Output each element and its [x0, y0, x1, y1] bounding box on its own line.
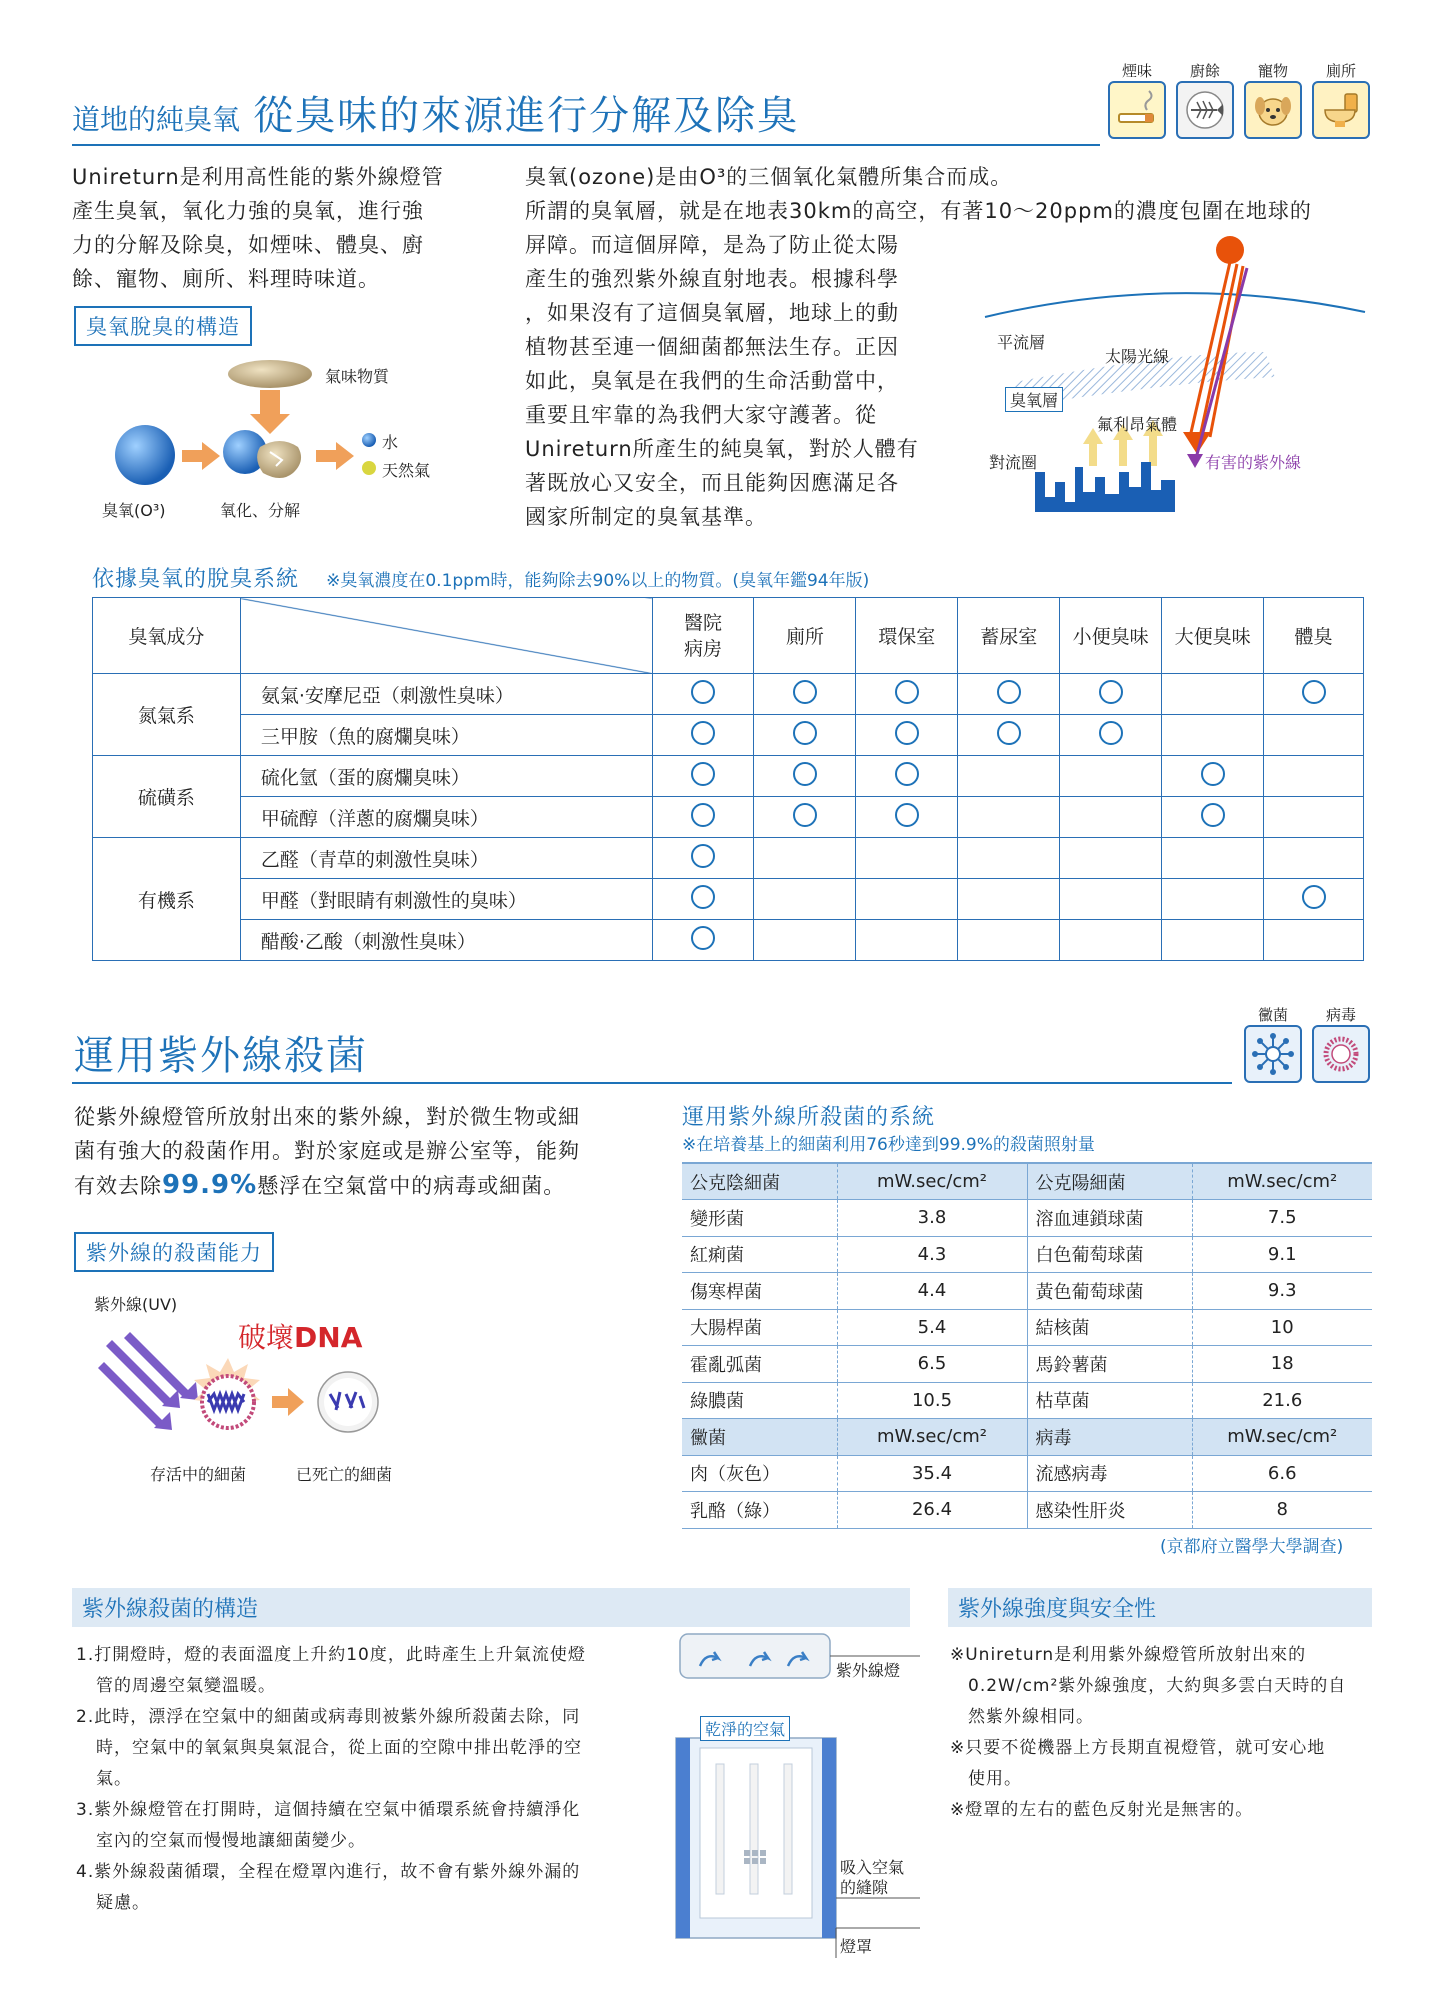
text-line: 植物甚至連一個細菌都無法生存。正因	[525, 335, 899, 359]
dna-text: DNA	[294, 1321, 363, 1354]
effect-cell	[1162, 715, 1264, 756]
organism-name: 感染性肝炎	[1027, 1492, 1192, 1529]
text-line: 如此，臭氧是在我們的生命活動當中，	[525, 369, 899, 393]
section1-rule	[72, 144, 1100, 146]
uv-table-row	[682, 1273, 1372, 1310]
text-line: ※Unireturn是利用紫外線燈管所放射出來的	[950, 1645, 1307, 1665]
effective-mark	[1302, 885, 1326, 909]
dose-value: 26.4	[837, 1492, 1027, 1529]
effect-cell	[856, 797, 958, 838]
effective-mark	[1302, 680, 1326, 704]
uv-unit-header: mW.sec/cm²	[837, 1163, 1027, 1200]
uv-table-row	[682, 1382, 1372, 1419]
odor-substance: 甲醛（對眼睛有刺激性的臭味）	[240, 879, 652, 920]
organism-name: 傷寒桿菌	[682, 1273, 837, 1310]
uv-table-header-row	[682, 1419, 1372, 1456]
uv-dna-diagram	[90, 1290, 420, 1490]
effective-mark	[895, 721, 919, 745]
effective-mark	[895, 803, 919, 827]
section2-title: 運用紫外線殺菌	[74, 1033, 368, 1079]
effect-cell	[1060, 715, 1162, 756]
text-fragment: 懸浮在空氣當中的病毒或細菌。	[257, 1174, 566, 1198]
uv-table-wrap	[682, 1162, 1372, 1529]
fishbone-icon	[1176, 81, 1234, 139]
effect-cell	[958, 797, 1060, 838]
icon-label: 病毒	[1325, 1006, 1356, 1024]
dose-value: 8	[1192, 1492, 1372, 1529]
effective-mark	[793, 762, 817, 786]
odor-substance: 甲硫醇（洋蔥的腐爛臭味）	[240, 797, 652, 838]
step-1	[76, 1640, 636, 1702]
dose-value: 18	[1192, 1346, 1372, 1383]
effective-mark	[691, 680, 715, 704]
section1-header	[72, 84, 799, 141]
effect-cell	[1060, 838, 1162, 879]
uv-table-row	[682, 1309, 1372, 1346]
effect-cell	[1162, 879, 1264, 920]
intake-label	[840, 1858, 904, 1898]
col-urine-room: 蓄尿室	[958, 598, 1060, 674]
effect-cell	[1060, 797, 1162, 838]
germ-icons	[1244, 1004, 1370, 1083]
text-line: 疑慮。	[96, 1893, 150, 1913]
uv-label: 紫外線(UV)	[94, 1295, 178, 1314]
uv-table-body	[682, 1163, 1372, 1528]
effect-cell	[1264, 756, 1364, 797]
effect-cell	[652, 838, 754, 879]
organism-name: 霍亂弧菌	[682, 1346, 837, 1383]
effect-cell	[652, 715, 754, 756]
lamp-diagram	[660, 1628, 920, 1958]
organism-name: 變形菌	[682, 1200, 837, 1237]
effect-cell	[1264, 920, 1364, 961]
odor-table-row	[93, 756, 1364, 797]
organism-name: 綠膿菌	[682, 1382, 837, 1419]
uv-lamp-label: 紫外線燈	[836, 1661, 901, 1680]
effective-mark	[691, 844, 715, 868]
text-line: 菌有強大的殺菌作用。對於家庭或是辦公室等，能夠	[74, 1139, 580, 1163]
germ-icon-virus	[1312, 1004, 1370, 1083]
dose-value: 6.5	[837, 1346, 1027, 1383]
odor-icon-toilet	[1312, 60, 1370, 139]
organism-name: 紅痢菌	[682, 1236, 837, 1273]
cigarette-icon	[1108, 81, 1166, 139]
effect-cell	[958, 838, 1060, 879]
germ-icon-mold	[1244, 1004, 1302, 1083]
dose-value: 9.1	[1192, 1236, 1372, 1273]
ozone-layer-diagram	[975, 232, 1375, 522]
harmful-uv-label: 有害的紫外線	[1205, 453, 1302, 472]
step-3	[76, 1795, 636, 1857]
text-line: 3.紫外線燈管在打開時，這個持續在空氣中循環系統會持續淨化	[76, 1800, 581, 1820]
effect-cell	[1162, 797, 1264, 838]
effective-mark	[691, 926, 715, 950]
odor-substance: 乙醛（青草的刺激性臭味）	[240, 838, 652, 879]
text-line: 力的分解及除臭，如煙味、體臭、廚	[72, 233, 424, 257]
effect-cell	[754, 674, 856, 715]
destroy-dna-label	[238, 1316, 362, 1356]
organism-name: 結核菌	[1027, 1309, 1192, 1346]
ozone-layer-paragraph-cont	[525, 228, 965, 534]
effect-cell	[1162, 756, 1264, 797]
text-line: 1.打開燈時，燈的表面溫度上升約10度，此時產生上升氣流使燈	[76, 1645, 586, 1665]
text-line: Unireturn所產生的純臭氧，對於人體有	[525, 437, 919, 461]
text-line: 所謂的臭氧層，就是在地表30km的高空，有著10～20ppm的濃度包圍在地球的	[525, 199, 1312, 223]
text-line: ，如果沒有了這個臭氧層，地球上的動	[525, 301, 899, 325]
effective-mark	[691, 762, 715, 786]
effective-mark	[895, 762, 919, 786]
text-line: 著既放心又安全，而且能夠因應滿足各	[525, 471, 899, 495]
ozone-layer-label: 臭氧層	[1005, 387, 1063, 412]
odor-substance-label: 氣味物質	[325, 367, 390, 386]
note-3	[950, 1795, 1380, 1826]
freon-label: 氟利昂氣體	[1097, 415, 1178, 434]
dose-value: 4.4	[837, 1273, 1027, 1310]
icon-label: 廚餘	[1189, 62, 1220, 80]
effective-mark	[1201, 803, 1225, 827]
text-line: 屏障。而這個屏障，是為了防止從太陽	[525, 233, 899, 257]
effective-mark	[691, 803, 715, 827]
icon-label: 黴菌	[1257, 1006, 1288, 1024]
col-env-room: 環保室	[856, 598, 958, 674]
uv-unit-header: mW.sec/cm²	[837, 1419, 1027, 1456]
text-line: 臭氧(ozone)是由O³的三個氧化氣體所集合而成。	[525, 165, 1013, 189]
odor-table-row	[93, 879, 1364, 920]
dose-value: 7.5	[1192, 1200, 1372, 1237]
effective-mark	[895, 680, 919, 704]
text-line: 從紫外線燈管所放射出來的紫外線，對於微生物或細	[74, 1105, 580, 1129]
odor-substance: 硫化氫（蛋的腐爛臭味）	[240, 756, 652, 797]
uv-intro-paragraph	[74, 1100, 674, 1203]
effect-cell	[1264, 715, 1364, 756]
effect-cell	[754, 879, 856, 920]
effective-mark	[1099, 721, 1123, 745]
effect-cell	[652, 756, 754, 797]
dose-value: 10.5	[837, 1382, 1027, 1419]
uv-table-note: ※在培養基上的細菌利用76秒達到99.9%的殺菌照射量	[682, 1135, 1095, 1155]
text-line: 然紫外線相同。	[968, 1707, 1094, 1727]
uv-category-header: 黴菌	[682, 1419, 837, 1456]
uv-table-source: (京都府立醫學大學調查)	[1160, 1537, 1344, 1557]
text-line: 室內的空氣而慢慢地讓細菌變少。	[96, 1831, 366, 1851]
natural-gas-label: 天然氣	[382, 461, 431, 480]
organism-name: 乳酪（綠）	[682, 1492, 837, 1529]
step-2	[76, 1702, 636, 1795]
troposphere-label: 對流圈	[989, 453, 1038, 472]
odor-table-row	[93, 920, 1364, 961]
effective-mark	[691, 721, 715, 745]
effect-cell	[1264, 838, 1364, 879]
uv-table-row	[682, 1200, 1372, 1237]
effect-cell	[958, 879, 1060, 920]
uv-table-row	[682, 1492, 1372, 1529]
uv-table-title: 運用紫外線所殺菌的系統	[682, 1105, 936, 1130]
mechanism-steps	[76, 1640, 636, 1919]
effect-cell	[754, 756, 856, 797]
uv-unit-header: mW.sec/cm²	[1192, 1419, 1372, 1456]
effect-cell	[1162, 838, 1264, 879]
col-feces-odor: 大便臭味	[1162, 598, 1264, 674]
dose-value: 21.6	[1192, 1382, 1372, 1419]
effect-cell	[958, 920, 1060, 961]
text-line: 使用。	[968, 1769, 1022, 1789]
dead-bacteria-label: 已死亡的細菌	[296, 1465, 393, 1484]
text-fragment: 有效去除	[74, 1174, 162, 1198]
effect-cell	[652, 797, 754, 838]
uv-category-header: 公克陰細菌	[682, 1163, 837, 1200]
effective-mark	[793, 721, 817, 745]
uv-category-header: 公克陽細菌	[1027, 1163, 1192, 1200]
text-line: ※燈罩的左右的藍色反射光是無害的。	[950, 1800, 1254, 1820]
text-line: 2.此時，漂浮在空氣中的細菌或病毒則被紫外線所殺菌去除，同	[76, 1707, 581, 1727]
text-line: 4.紫外線殺菌循環，全程在燈罩內進行，故不會有紫外線外漏的	[76, 1862, 581, 1882]
organism-name: 黃色葡萄球菌	[1027, 1273, 1192, 1310]
odor-table-body	[93, 674, 1364, 961]
effective-mark	[793, 680, 817, 704]
effect-cell	[1060, 879, 1162, 920]
group-name: 氮氣系	[93, 674, 241, 756]
organism-name: 大腸桿菌	[682, 1309, 837, 1346]
odor-table-title: 依據臭氧的脫臭系統	[92, 567, 300, 592]
odor-table	[92, 597, 1364, 961]
effect-cell	[754, 920, 856, 961]
effect-cell	[652, 879, 754, 920]
col-body-odor: 體臭	[1264, 598, 1364, 674]
water-label: 水	[382, 433, 399, 452]
effect-cell	[754, 797, 856, 838]
effect-cell	[856, 920, 958, 961]
odor-icon-food	[1176, 60, 1234, 139]
organism-name: 流感病毒	[1027, 1455, 1192, 1492]
effect-cell	[754, 838, 856, 879]
col-hospital	[652, 598, 754, 674]
col-label: 醫院 病房	[683, 611, 722, 660]
effect-cell	[856, 674, 958, 715]
dose-value: 4.3	[837, 1236, 1027, 1273]
uv-table-row	[682, 1346, 1372, 1383]
effective-mark	[691, 885, 715, 909]
effect-cell	[1060, 756, 1162, 797]
effective-mark	[997, 721, 1021, 745]
dose-value: 3.8	[837, 1200, 1027, 1237]
uv-table-row	[682, 1455, 1372, 1492]
odor-icons	[1108, 60, 1370, 139]
dose-value: 6.6	[1192, 1455, 1372, 1492]
group-name: 硫磺系	[93, 756, 241, 838]
effective-mark	[1099, 680, 1123, 704]
uv-sterilize-tag: 紫外線的殺菌能力	[74, 1232, 274, 1272]
effect-cell	[856, 715, 958, 756]
oxidize-label: 氧化、分解	[220, 501, 301, 520]
text-line: 吸入空氣	[840, 1858, 905, 1877]
dose-value: 5.4	[837, 1309, 1027, 1346]
sunlight-label: 太陽光線	[1105, 347, 1170, 366]
odor-table-row	[93, 715, 1364, 756]
effect-cell	[856, 756, 958, 797]
uv-table-row	[682, 1236, 1372, 1273]
effective-mark	[997, 680, 1021, 704]
dose-value: 35.4	[837, 1455, 1027, 1492]
text-line: 國家所制定的臭氧基準。	[525, 505, 767, 529]
note-2	[950, 1733, 1380, 1795]
text-line: 重要且牢靠的為我們大家守護著。從	[525, 403, 877, 427]
organism-name: 白色葡萄球菌	[1027, 1236, 1192, 1273]
text-line	[74, 1168, 674, 1203]
virus-icon	[1312, 1025, 1370, 1083]
section1-title: 從臭味的來源進行分解及除臭	[253, 93, 800, 139]
cover-label: 燈罩	[840, 1937, 873, 1956]
organism-name: 溶血連鎖球菌	[1027, 1200, 1192, 1237]
effect-cell	[856, 838, 958, 879]
text-line: Unireturn是利用高性能的紫外線燈管	[72, 165, 444, 189]
effect-cell	[652, 920, 754, 961]
destroy-text: 破壞	[238, 1321, 295, 1354]
effect-cell	[754, 715, 856, 756]
effect-cell	[958, 674, 1060, 715]
dose-value: 10	[1192, 1309, 1372, 1346]
dose-value: 9.3	[1192, 1273, 1372, 1310]
effect-cell	[1264, 879, 1364, 920]
col-ozone-component: 臭氧成分	[93, 598, 241, 674]
col-diagonal	[240, 598, 652, 674]
odor-table-row	[93, 838, 1364, 879]
effect-cell	[958, 756, 1060, 797]
effective-mark	[793, 803, 817, 827]
icon-label: 煙味	[1121, 62, 1152, 80]
effect-cell	[856, 879, 958, 920]
mold-icon	[1244, 1025, 1302, 1083]
odor-icon-smoke	[1108, 60, 1166, 139]
icon-label: 廁所	[1325, 62, 1356, 80]
section1-subtitle: 道地的純臭氧	[72, 103, 241, 136]
text-line: 時，空氣中的氧氣與臭氣混合，從上面的空隙中排出乾淨的空	[96, 1738, 582, 1758]
organism-name: 馬鈴薯菌	[1027, 1346, 1192, 1383]
text-line: 產生臭氧，氧化力強的臭氧，進行強	[72, 199, 424, 223]
odor-table-caption	[92, 562, 869, 593]
effect-cell	[1264, 674, 1364, 715]
effect-cell	[1060, 920, 1162, 961]
odor-substance: 氨氣‧安摩尼亞（刺激性臭味）	[240, 674, 652, 715]
ozone-diagram	[80, 352, 480, 527]
effect-cell	[1162, 674, 1264, 715]
col-urine-odor: 小便臭味	[1060, 598, 1162, 674]
text-line: 0.2W/cm²紫外線強度，大約與多雲白天時的自	[968, 1676, 1347, 1696]
uv-category-header: 病毒	[1027, 1419, 1192, 1456]
organism-name: 枯草菌	[1027, 1382, 1192, 1419]
clean-air-label: 乾淨的空氣	[700, 1716, 790, 1741]
alive-bacteria-label: 存活中的細菌	[150, 1465, 247, 1484]
highlight-percentage: 99.9%	[162, 1170, 258, 1200]
odor-icon-pet	[1244, 60, 1302, 139]
uv-table	[682, 1162, 1372, 1529]
ozone-label: 臭氧(O³)	[102, 501, 166, 520]
effect-cell	[1162, 920, 1264, 961]
uv-table-header-row	[682, 1163, 1372, 1200]
effect-cell	[652, 674, 754, 715]
effect-cell	[1264, 797, 1364, 838]
text-line: 餘、寵物、廁所、料理時味道。	[72, 267, 380, 291]
col-toilet: 廁所	[754, 598, 856, 674]
organism-name: 肉（灰色）	[682, 1455, 837, 1492]
dog-icon	[1244, 81, 1302, 139]
uv-unit-header: mW.sec/cm²	[1192, 1163, 1372, 1200]
text-line: 管的周邊空氣變溫暖。	[96, 1676, 276, 1696]
ozone-layer-paragraph	[525, 160, 1385, 228]
step-4	[76, 1857, 636, 1919]
odor-substance: 三甲胺（魚的腐爛臭味）	[240, 715, 652, 756]
odor-substance: 醋酸‧乙酸（刺激性臭味）	[240, 920, 652, 961]
uv-mechanism-title: 紫外線殺菌的構造	[72, 1588, 910, 1627]
odor-table-row	[93, 674, 1364, 715]
text-line: 產生的強烈紫外線直射地表。根據科學	[525, 267, 899, 291]
text-line: 的縫隙	[840, 1878, 889, 1897]
effective-mark	[1201, 762, 1225, 786]
effect-cell	[958, 715, 1060, 756]
effect-cell	[1060, 674, 1162, 715]
text-line: 氣。	[96, 1769, 132, 1789]
ozone-deodor-tag: 臭氧脫臭的構造	[74, 306, 252, 346]
section2-rule	[72, 1082, 1232, 1084]
odor-table-note: ※臭氧濃度在0.1ppm時，能夠除去90%以上的物質。(臭氧年鑑94年版)	[326, 571, 870, 591]
uv-safety-title: 紫外線強度與安全性	[948, 1588, 1372, 1627]
toilet-icon	[1312, 81, 1370, 139]
icon-label: 寵物	[1257, 62, 1288, 80]
group-name: 有機系	[93, 838, 241, 961]
safety-notes	[950, 1640, 1380, 1826]
stratosphere-label: 平流層	[997, 333, 1046, 352]
odor-table-row	[93, 797, 1364, 838]
text-line: ※只要不從機器上方長期直視燈管，就可安心地	[950, 1738, 1326, 1758]
note-1	[950, 1640, 1380, 1733]
odor-table-wrap	[92, 597, 1364, 961]
ozone-intro-paragraph	[72, 160, 512, 296]
